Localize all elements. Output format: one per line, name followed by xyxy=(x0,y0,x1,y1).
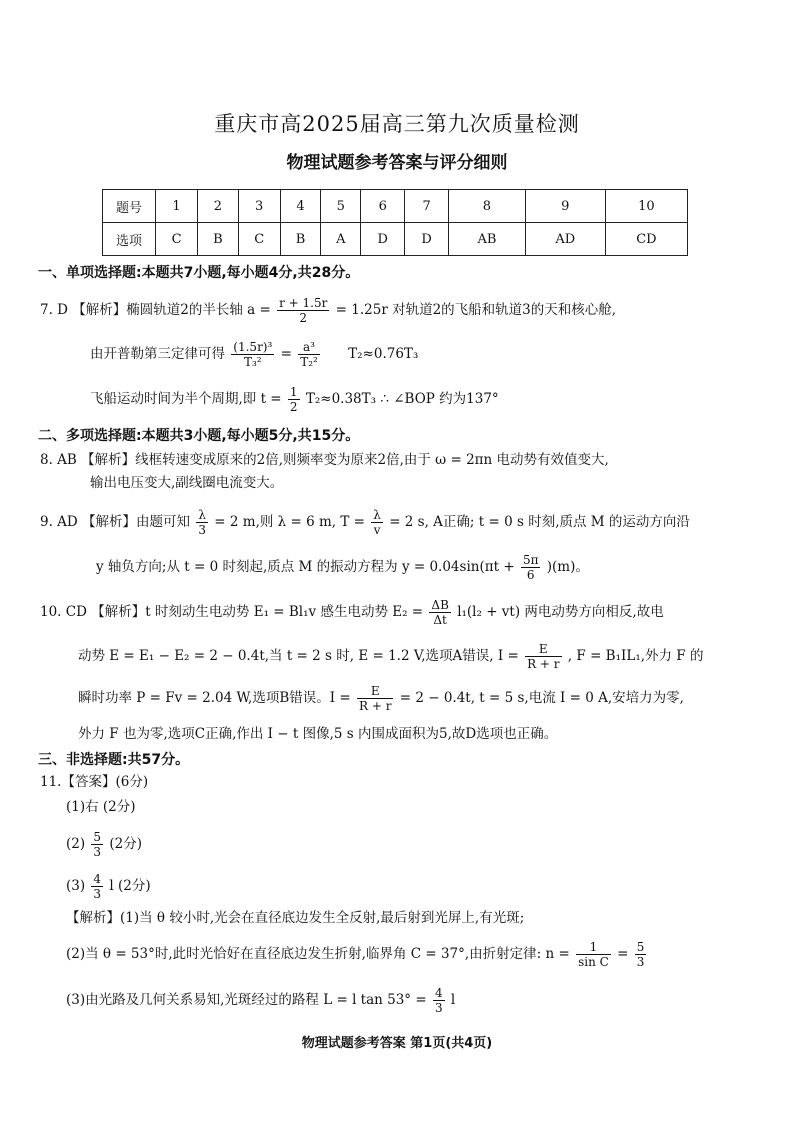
q7-kepler-text: 由开普勒第三定律可得 xyxy=(90,346,225,362)
q11-answer-3 xyxy=(66,872,151,901)
numerator: λ xyxy=(373,508,381,522)
q11-fraction xyxy=(635,940,647,969)
numerator: 5 xyxy=(636,940,645,954)
q10-line-3-text: 瞬时功率 P = Fv = 2.04 W,选项B错误。I = xyxy=(78,690,351,706)
answer-score: (2分) xyxy=(109,836,142,852)
denominator: 3 xyxy=(434,1001,443,1015)
q11-explain-2 xyxy=(66,940,648,969)
q9-tail: = 2 s, A正确; t = 0 s 时刻,质点 M 的运动方向沿 xyxy=(389,514,690,530)
q10-fraction xyxy=(429,598,450,627)
numerator: 1 xyxy=(289,385,298,399)
answer-cell: AD xyxy=(525,223,605,256)
q10-line-3 xyxy=(78,684,684,713)
q11-explain-3-tail: l xyxy=(450,992,456,1008)
denominator: R + r xyxy=(527,657,560,671)
answer-cell: D xyxy=(361,223,405,256)
q10-line-4: 外力 F 也为零,选项C正确,作出 I − t 图像,5 s 内围成面积为5,故D选项也正确。 xyxy=(78,726,558,742)
q7-line-3 xyxy=(90,385,499,414)
table-header-cell: 题号 xyxy=(103,190,156,223)
numerator: r + 1.5r xyxy=(279,296,328,310)
question-number: 9 xyxy=(525,190,605,223)
denominator: sin C xyxy=(578,955,609,969)
answer-cell: B xyxy=(280,223,321,256)
numerator: ΔB xyxy=(431,598,449,612)
numerator: 5 xyxy=(93,830,102,844)
numerator: 5π xyxy=(522,553,539,567)
numerator: 4 xyxy=(434,986,443,1000)
answer-cell: CD xyxy=(605,223,687,256)
q11-explain-1: 【解析】(1)当 θ 较小时,光会在直径底边发生全反射,最后射到光屏上,有光斑; xyxy=(66,910,525,926)
equals-sign: = xyxy=(280,346,292,362)
q7-fraction xyxy=(288,385,300,414)
numerator: E xyxy=(357,684,393,699)
q7-head: 7. D 【解析】椭圆轨道2的半长轴 a = xyxy=(40,302,271,318)
q10-head: 10. CD 【解析】t 时刻动生电动势 E₁ = Bl₁v 感生电动势 E₂ = xyxy=(40,604,424,620)
denominator: T₃² xyxy=(243,355,262,369)
answer-score: l (2分) xyxy=(109,878,151,894)
answer-table xyxy=(102,189,688,256)
denominator: 2 xyxy=(289,400,298,414)
table-header-cell: 选项 xyxy=(103,223,156,256)
section-heading-2: 二、多项选择题:本题共3小题,每小题5分,共15分。 xyxy=(38,428,360,444)
answer-index: (2) xyxy=(66,836,86,852)
table-row xyxy=(103,190,688,223)
page-footer: 物理试题参考答案 第1页(共4页) xyxy=(301,1036,493,1051)
denominator: 2 xyxy=(299,311,308,325)
q9-line-2 xyxy=(96,553,589,582)
denominator: 3 xyxy=(93,845,102,859)
denominator: 3 xyxy=(93,887,102,901)
q10-fraction xyxy=(525,642,561,671)
q11-answer-2 xyxy=(66,830,142,859)
question-number: 3 xyxy=(238,190,280,223)
denominator: R + r xyxy=(358,699,392,713)
q7-fraction xyxy=(277,296,329,325)
denominator: v xyxy=(373,523,381,537)
q10-line-2-tail: , F = B₁IL₁,外力 F 的 xyxy=(567,648,704,664)
q10-line-1 xyxy=(40,598,664,627)
q8-line-1: 8. AB 【解析】线框转速变成原来的2倍,则频率变为原来2倍,由于 ω = 2πn 电动势有效值变大, xyxy=(40,452,609,468)
q9-fraction xyxy=(371,508,383,537)
q7-period-result: T₂≈0.76T₃ xyxy=(348,346,419,362)
q9-head: 9. AD 【解析】由题可知 xyxy=(40,514,191,530)
q11-head: 11.【答案】(6分) xyxy=(40,774,149,790)
q7-line-2 xyxy=(90,340,418,369)
numerator: 1 xyxy=(576,940,611,955)
answer-cell: C xyxy=(156,223,198,256)
denominator: 3 xyxy=(198,523,206,537)
q9-fraction xyxy=(521,553,541,582)
answer-cell: A xyxy=(321,223,361,256)
denominator: 3 xyxy=(636,955,645,969)
question-number: 10 xyxy=(605,190,687,223)
q11-fraction xyxy=(576,940,611,969)
q10-tail: l₁(l₂ + vt) 两电动势方向相反,故电 xyxy=(457,604,664,620)
question-number: 4 xyxy=(280,190,321,223)
q10-line-2-text: 动势 E = E₁ − E₂ = 2 − 0.4t,当 t = 2 s 时, E = 1.2 V,选项A错误, I = xyxy=(78,648,519,664)
q7-fraction xyxy=(298,340,320,369)
denominator: T₂² xyxy=(300,355,318,369)
numerator: 4 xyxy=(93,872,102,886)
q7-fraction xyxy=(231,340,274,369)
q11-fraction xyxy=(91,830,103,859)
q9-equation-text: y 轴负方向;从 t = 0 时刻起,质点 M 的振动方程为 y = 0.04sin(πt + xyxy=(96,559,515,575)
q7-angle-result: T₂≈0.38T₃ ∴ ∠BOP 约为137° xyxy=(305,391,499,407)
page-title: 重庆市高2025届高三第九次质量检测 xyxy=(214,112,580,136)
denominator: Δt xyxy=(433,613,447,627)
q11-fraction xyxy=(91,872,103,901)
numerator: λ xyxy=(196,508,208,523)
answer-cell: AB xyxy=(449,223,526,256)
table-row xyxy=(103,223,688,256)
q7-line-1 xyxy=(40,296,616,325)
q9-line-1 xyxy=(40,508,690,537)
q10-line-2 xyxy=(78,642,703,671)
page-subtitle: 物理试题参考答案与评分细则 xyxy=(286,153,508,173)
equals-sign: = xyxy=(617,946,629,962)
q8-line-2: 输出电压变大,副线圈电流变大。 xyxy=(90,475,284,491)
answer-cell: C xyxy=(238,223,280,256)
numerator: (1.5r)³ xyxy=(233,340,273,354)
numerator: E xyxy=(525,642,561,657)
numerator: a³ xyxy=(298,340,320,355)
q9-fraction xyxy=(196,508,208,537)
q10-fraction xyxy=(357,684,393,713)
question-number: 1 xyxy=(156,190,198,223)
q11-answer-1: (1)右 (2分) xyxy=(66,799,136,815)
q10-line-3-tail: = 2 − 0.4t, t = 5 s,电流 I = 0 A,安培力为零, xyxy=(399,690,684,706)
q7-time-text: 飞船运动时间为半个周期,即 t = xyxy=(90,391,282,407)
question-number: 5 xyxy=(321,190,361,223)
q9-equation-tail: )(m)。 xyxy=(546,559,589,575)
q7-tail: = 1.25r 对轨道2的飞船和轨道3的天和核心舱, xyxy=(335,302,617,318)
q11-explain-2-text: (2)当 θ = 53°时,此时光恰好在直径底边发生折射,临界角 C = 37°,由折射定律: n = xyxy=(66,946,570,962)
q9-mid: = 2 m,则 λ = 6 m, T = xyxy=(214,514,365,530)
section-heading-1: 一、单项选择题:本题共7小题,每小题4分,共28分。 xyxy=(38,265,360,281)
answer-cell: D xyxy=(405,223,449,256)
question-number: 2 xyxy=(198,190,239,223)
section-heading-3: 三、非选择题:共57分。 xyxy=(38,752,190,768)
question-number: 8 xyxy=(449,190,526,223)
q11-explain-3-text: (3)由光路及几何关系易知,光斑经过的路程 L = l tan 53° = xyxy=(66,992,427,1008)
question-number: 7 xyxy=(405,190,449,223)
answer-index: (3) xyxy=(66,878,86,894)
answer-cell: B xyxy=(198,223,239,256)
denominator: 6 xyxy=(526,568,535,582)
q11-fraction xyxy=(433,986,445,1015)
question-number: 6 xyxy=(361,190,405,223)
q11-explain-3 xyxy=(66,986,455,1015)
